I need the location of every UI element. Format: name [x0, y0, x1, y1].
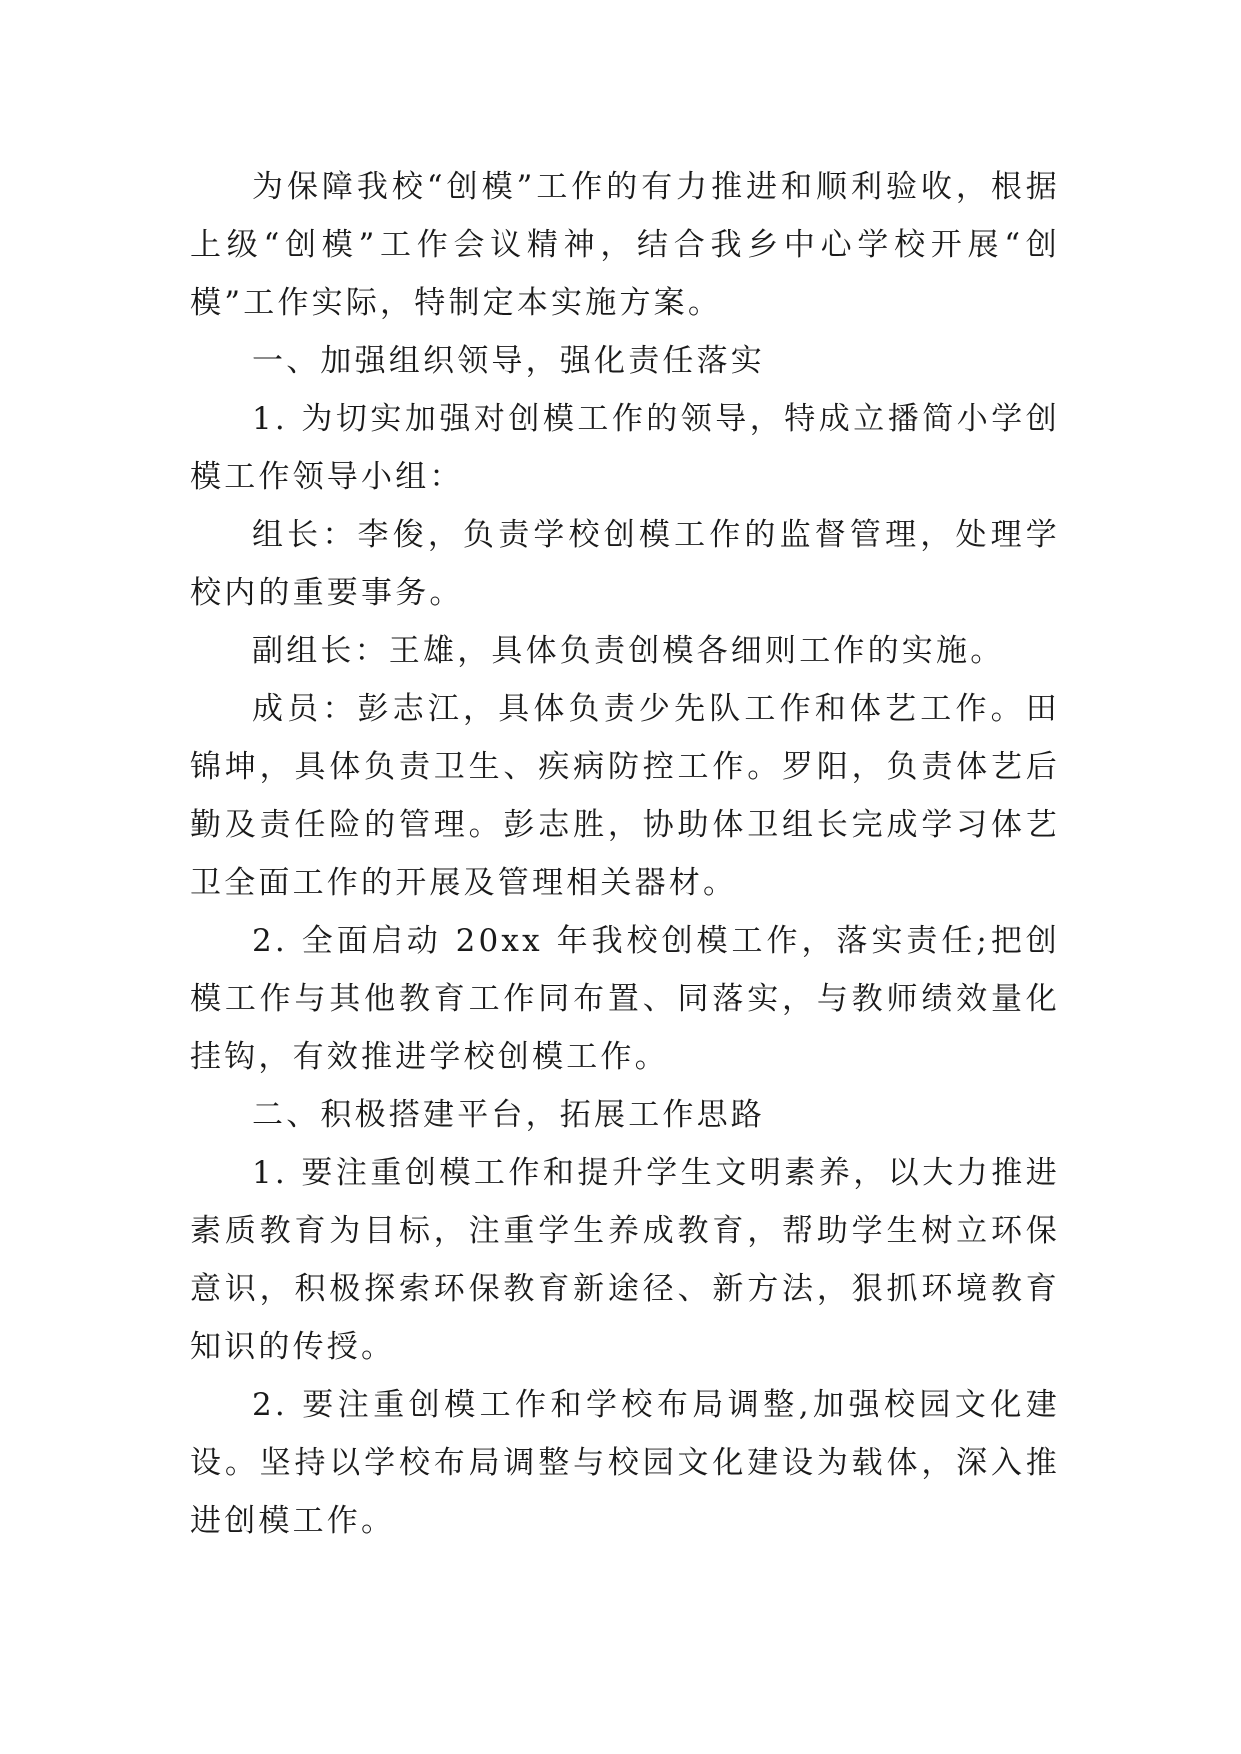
paragraph-1-2: 2. 全面启动 20xx 年我校创模工作，落实责任;把创模工作与其他教育工作同布置、同落实，与教师绩效量化挂钩，有效推进学校创模工作。 [190, 923, 1060, 1075]
section-heading-1: 一、加强组织领导，强化责任落实 [252, 343, 765, 379]
paragraph-members: 成员：彭志江，具体负责少先队工作和体艺工作。田锦坤，具体负责卫生、疾病防控工作。罗阳，负责体艺后勤及责任险的管理。彭志胜，协助体卫组长完成学习体艺卫全面工作的开展及管理相关器材。 [190, 691, 1060, 901]
paragraph-intro: 为保障我校“创模”工作的有力推进和顺利验收，根据上级“创模”工作会议精神，结合我乡中心学校开展“创模”工作实际，特制定本实施方案。 [190, 169, 1060, 321]
document-body [190, 158, 1060, 1550]
paragraph-1-1: 1. 为切实加强对创模工作的领导，特成立播简小学创模工作领导小组： [190, 401, 1060, 495]
paragraph-2-1: 1. 要注重创模工作和提升学生文明素养，以大力推进素质教育为目标，注重学生养成教育，帮助学生树立环保意识，积极探索环保教育新途径、新方法，狠抓环境教育知识的传授。 [190, 1155, 1060, 1365]
paragraph-deputy-leader: 副组长：王雄，具体负责创模各细则工作的实施。 [252, 633, 1005, 669]
section-heading-2: 二、积极搭建平台，拓展工作思路 [252, 1097, 765, 1133]
paragraph-leader: 组长：李俊，负责学校创模工作的监督管理，处理学校内的重要事务。 [190, 517, 1060, 611]
paragraph-2-2: 2. 要注重创模工作和学校布局调整,加强校园文化建设。坚持以学校布局调整与校园文化建设为载体，深入推进创模工作。 [190, 1387, 1060, 1539]
